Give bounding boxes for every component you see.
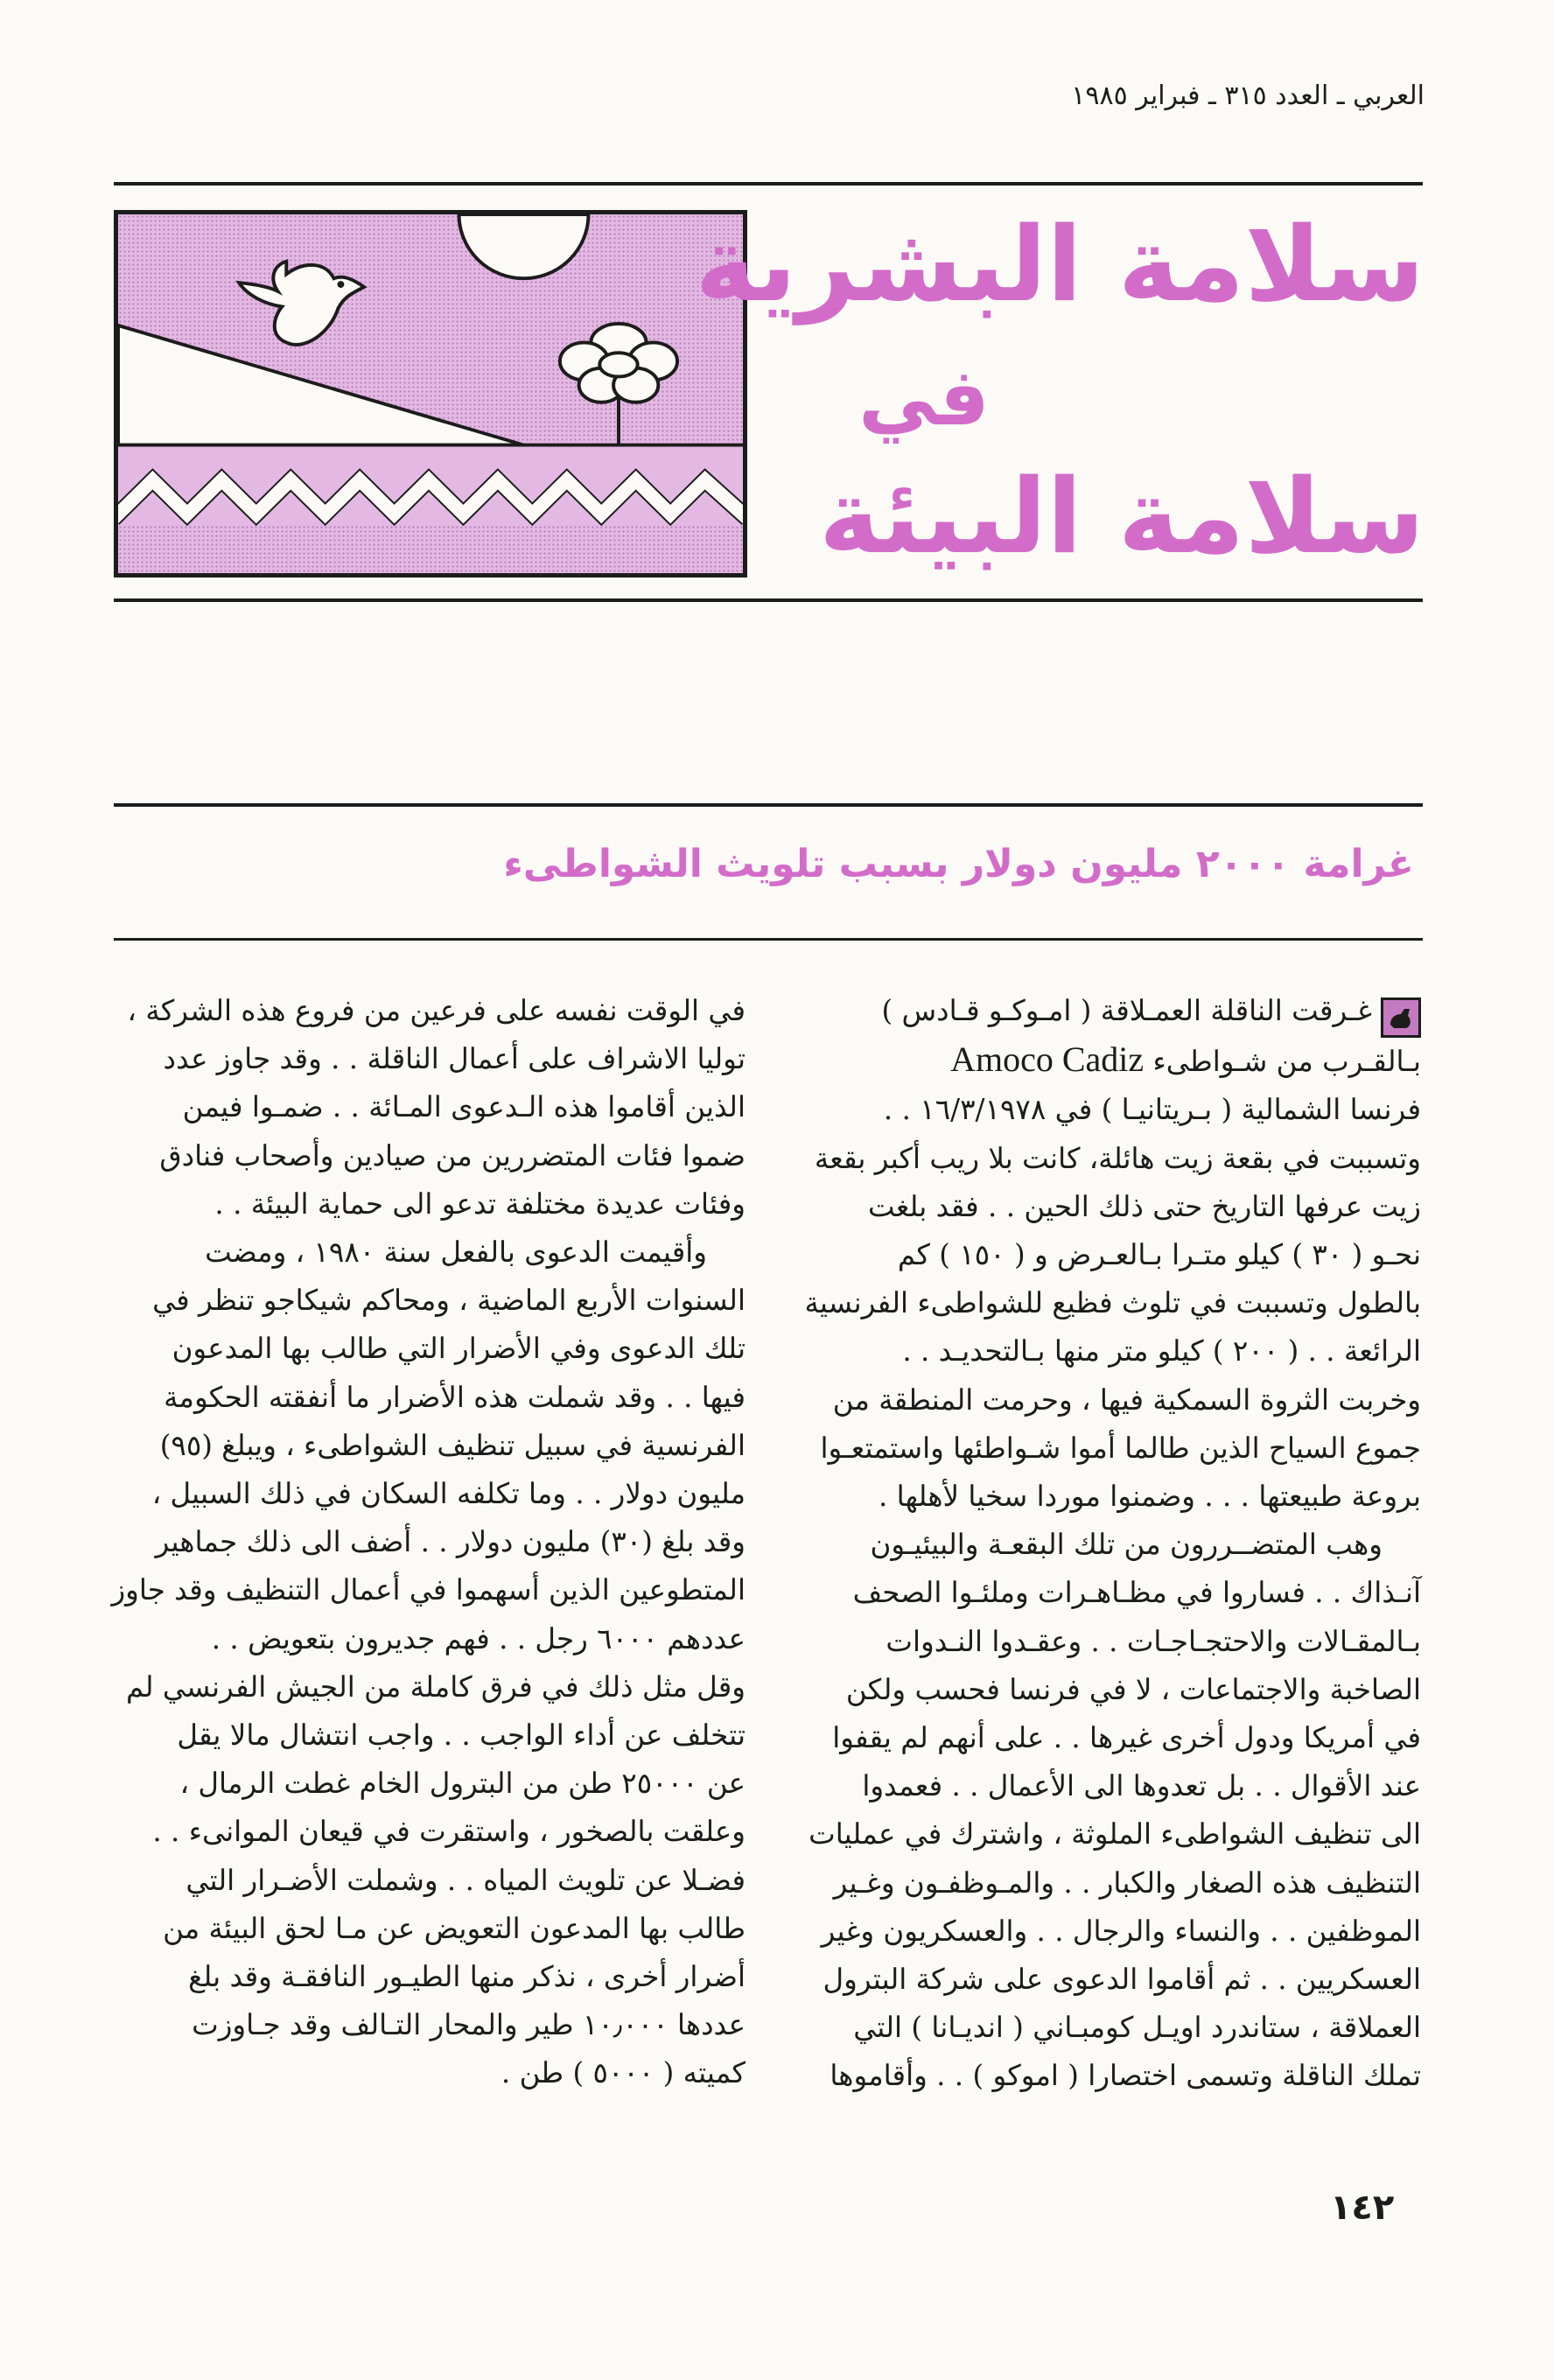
right-line-1: غـرقت الناقلة العمـلاقة ( امـوكـو قـادس ) [881,994,1372,1027]
left-line-13: المتطوعين الذين أسهموا في أعمال التنظيف وقد جاوز [111,1573,746,1607]
dove-shape [239,262,364,345]
left-line-11: مليون دولار . . وما تكلفه السكان في ذلك السبيل ، [151,1477,746,1511]
left-line-15: وقل مثل ذلك في فرق كاملة من الجيش الفرنسي لم [126,1670,746,1704]
left-line-6: وأقيمت الدعوى بالفعل سنة ١٩٨٠ ، ومضت [205,1236,707,1270]
right-line-10: جموع السياح الذين طالما أموا شـواطئها واستمتعـوا [820,1431,1421,1465]
sun-shape [459,214,589,278]
left-line-10: الفرنسية في سبيل تنظيف الشواطىء ، ويبلغ (٩٥) [159,1428,746,1462]
left-line-19: فضـلا عن تلويث المياه . . وشملت الأضـرار التي [186,1863,746,1897]
headline-top-rule [114,803,1423,807]
ship-name-latin: Amoco Cadiz [950,1040,1144,1080]
right-line-17: عند الأقوال . . بل تعدوها الى الأعمال . . فعمدوا [862,1769,1421,1803]
hill-shape [118,326,524,445]
left-line-23: كميته ( ٥٠٠٠ ) طن . [500,2056,746,2090]
top-rule [114,182,1423,186]
headline-bottom-rule [114,938,1423,941]
left-line-21: أضرار أخرى ، نذكر منها الطيـور النافقـة وقد بلغ [188,1960,746,1994]
left-line-3: الذين أقاموا هذه الـدعوى المـائة . . ضمـوا فيمن [182,1090,746,1124]
left-line-1: في الوقت نفسه على فرعين من فروع هذه الشركة ، [127,994,746,1027]
left-line-4: ضموا فئات المتضررين من صيادين وأصحاب فنادق [159,1138,746,1172]
right-line-19: التنظيف هذه الصغار والكبار . . والمـوظفـون وغـير [833,1866,1421,1900]
left-line-5: وفئات عديدة مختلفة تدعو الى حماية البيئة . . [214,1186,746,1221]
left-line-2: توليا الاشراف على أعمال الناقلة . . وقد جاوز عدد [163,1042,746,1076]
right-line-13: آنـذاك . . فساروا في مظـاهـرات وملئـوا الصحف [852,1576,1421,1610]
article-column-left [111,987,746,2098]
left-line-17: عن ٢٥٠٠٠ طن من البترول الخام غطت الرمال ، [179,1767,746,1801]
right-line-6: نحـو ( ٣٠ ) كيلو متـرا بـالعـرض و ( ١٥٠ ) كم [897,1238,1421,1272]
title-line-1: سلامة البشرية [695,204,1424,325]
right-line-5: زيت عرفها التاريخ حتى ذلك الحين . . فقد بلغت [867,1189,1421,1223]
right-line-14: بـالمقـالات والاحتجـاجـات . . وعقـدوا النـدوات [886,1624,1421,1658]
right-line-11: بروعة طبيعتها . . . وضمنوا موردا سخيا لأهلها . [878,1480,1421,1514]
left-line-8: تلك الدعوى وفي الأضرار التي طالب بها المدعون [172,1332,746,1366]
left-line-12: وقد بلغ (٣٠) مليون دولار . . أضف الى ذلك جماهير [155,1525,746,1559]
right-line-4: وتسببت في بقعة زيت هائلة، كانت بلا ريب أكبر بقعة [814,1141,1421,1175]
title-line-2: في [858,352,990,444]
right-line-7: بالطول وتسببت في تلوث فظيع للشواطىء الفرنسية [804,1286,1421,1320]
left-line-7: السنوات الأربع الماضية ، ومحاكم شيكاجو تنظر في [152,1284,746,1318]
right-line-3: فرنسا الشمالية ( بـريتانيـا ) في ١٦/٣/١٩٧٨ . . [883,1093,1421,1127]
right-line-20: الموظفين . . والنساء والرجال . . والعسكريون وغير [821,1914,1421,1948]
right-line-15: الصاخبة والاجتماعات ، لا في فرنسا فحسب ولكن [845,1672,1421,1706]
article-column-right [791,987,1421,2101]
left-line-14: عددهم ٦٠٠٠ رجل . . فهم جديرون بتعويض . . [211,1621,746,1656]
left-line-18: وعلقت بالصخور ، واستقرت في قيعان الموانىء . . [152,1815,746,1849]
right-line-23: تملك الناقلة وتسمى اختصارا ( اموكو ) . . وأقاموها [830,2059,1421,2093]
article-headline: غرامة ٢٠٠٠ مليون دولار بسبب تلويث الشواطىء [503,842,1414,886]
right-line-21: العسكريين . . ثم أقاموا الدعوى على شركة البترول [822,1963,1421,1997]
left-line-22: عددها ١٠٫٠٠٠ طير والمحار التـالف وقد جـاوزت [192,2008,746,2042]
right-line-22: العملاقة ، ستاندرد اويـل كومبـاني ( انديـانا ) التي [853,2011,1421,2045]
page-number: ١٤٢ [1330,2188,1395,2228]
right-line-8: الرائعة . . ( ٢٠٠ ) كيلو متر منها بـالتحديـد . . [902,1334,1421,1368]
flower-center [599,353,637,376]
right-line-9: وخربت الثروة السمكية فيها ، وحرمت المنطقة من [832,1382,1421,1417]
right-line-2-arabic: بـالقـرب من شـواطىء [1152,1045,1421,1079]
illustration-drawing [118,214,743,573]
left-line-20: طالب بها المدعون التعويض عن مـا لحق البيئة من [163,1911,746,1945]
title-bottom-rule [114,598,1423,602]
running-header: العربي ـ العدد ٣١٥ ـ فبراير ١٩٨٥ [1071,80,1424,111]
left-line-16: تتخلف عن أداء الواجب . . واجب انتشال مالا يقل [177,1718,746,1753]
right-line-2 [791,1035,1421,1086]
right-line-18: الى تنظيف الشواطىء الملوثة ، واشترك في عمليات [808,1817,1421,1852]
left-line-9: فيها . . وقد شملت هذه الأضرار ما أنفقته الحكومة [164,1380,746,1414]
title-line-3: سلامة البيئة [818,456,1424,577]
right-line-16: في أمريكا ودول أخرى غيرها . . على أنهم لم يقفوا [832,1721,1421,1755]
bird-sun-flower-sea-illustration [114,210,747,578]
right-line-12: وهب المتضــررون من تلك البقعـة والبيئيـون [870,1528,1382,1562]
